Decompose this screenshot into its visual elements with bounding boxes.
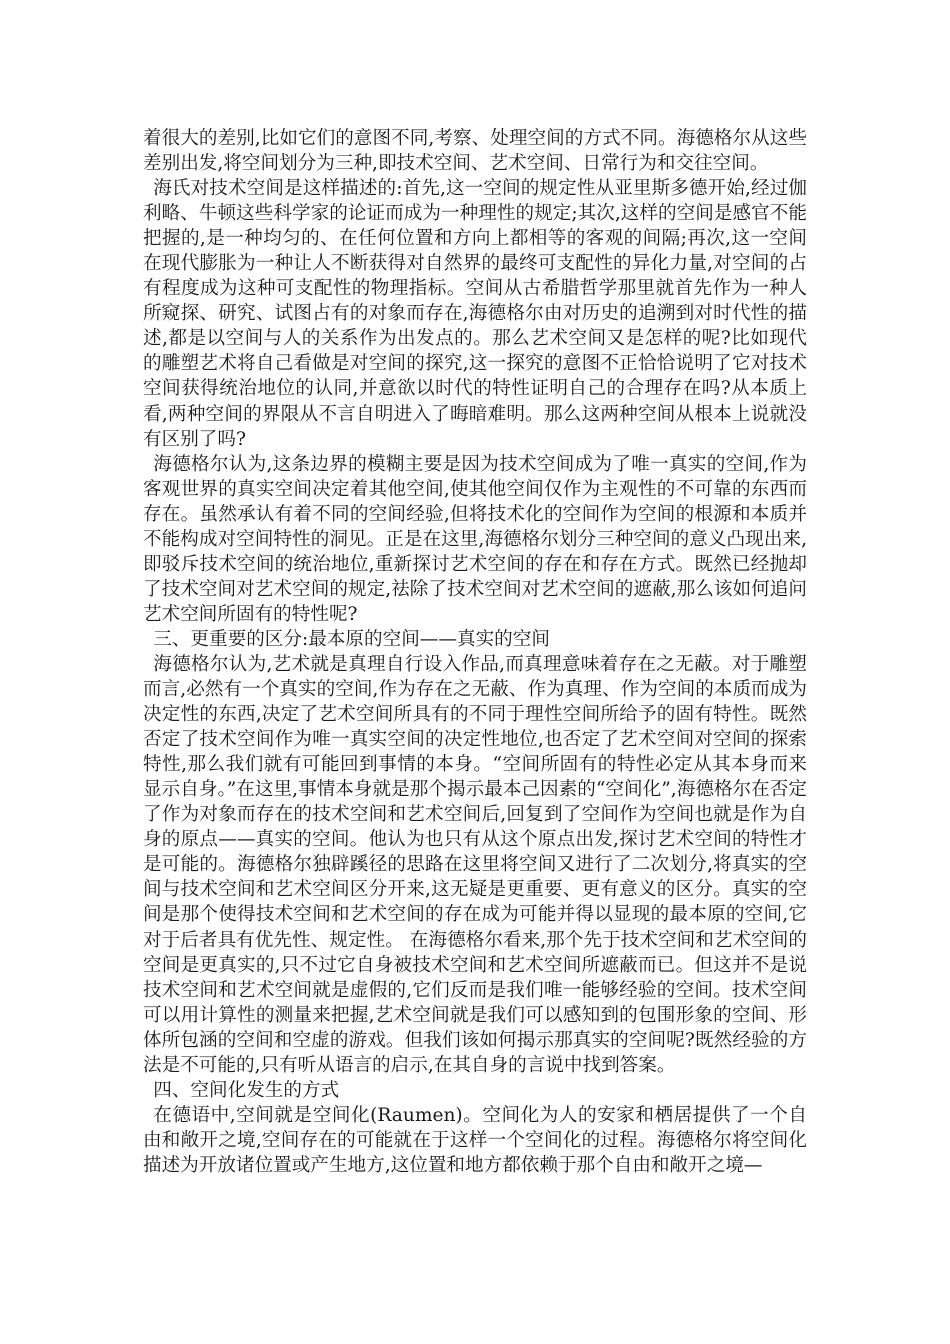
paragraph-continuation: 着很大的差别,比如它们的意图不同,考察、处理空间的方式不同。海德格尔从这些差别出发,将空间划分为三种,即技术空间、艺术空间、日常行为和交往空间。 [143,128,807,175]
paragraph-technical-space: 海氏对技术空间是这样描述的:首先,这一空间的规定性从亚里斯多德开始,经过伽利略、牛顿这些科学家的论证而成为一种理性的规定;其次,这样的空间是感官不能把握的,是一种均匀的、在任何位置和方向上都相等的客观的间隔;再次,这一空间在现代膨胀为一种让人不断获得对自然界的最终可支配性的异化力量,对空间的占有程度成为这种可支配性的物理指标。空间从古希腊哲学那里就首先作为一种人所窥探、研究、试图占有的对象而存在,海德格尔由对历史的追溯到对时代性的描述,都是以空间与人的关系作为出发点的。那么艺术空间又是怎样的呢?比如现代的雕塑艺术将自己看做是对空间的探究,这一探究的意图不正恰恰说明了它对技术空间获得统治地位的认同,并意欲以时代的特性证明自己的合理存在吗?从本质上看,两种空间的界限从不言自明进入了晦暗难明。那么这两种空间从根本上说就没有区别了吗? [143,178,807,450]
paragraph-true-space: 海德格尔认为,艺术就是真理自行设入作品,而真理意味着存在之无蔽。对于雕塑而言,必然有一个真实的空间,作为存在之无蔽、作为真理、作为空间的本质而成为决定性的东西,决定了艺术空间所具有的不同于理性空间所给予的固有特性。既然否定了技术空间作为唯一真实空间的决定性地位,也否定了艺术空间对空间的探索特性,那么我们就有可能回到事情的本身。“空间所固有的特性必定从其本身而来显示自身。”在这里,事情本身就是那个揭示最本己因素的“空间化”,海德格尔在否定了作为对象而存在的技术空间和艺术空间后,回复到了空间作为空间也就是作为自身的原点——真实的空间。他认为也只有从这个原点出发,探讨艺术空间的特性才是可能的。海德格尔独辟蹊径的思路在这里将空间又进行了二次划分,将真实的空间与技术空间和艺术空间区分开来,这无疑是更重要、更有意义的区分。真实的空间是那个使得技术空间和艺术空间的存在成为可能并得以显现的最本原的空间,它对于后者具有优先性、规定性。 在海德格尔看来,那个先于技术空间和艺术空间的空间是更真实的,只不过它自身被技术空间和艺术空间所遮蔽而已。但这并不是说技术空间和艺术空间就是虚假的,它们反而是我们唯一能够经验的空间。技术空间可以用计算性的测量来把握,艺术空间就是我们可以感知到的包围形象的空间、形体所包涵的空间和空虚的游戏。但我们该如何揭示那真实的空间呢?既然经验的方法是不可能的,只有听从语言的启示,在其自身的言说中找到答案。 [143,653,807,1076]
document-body [143,126,807,1178]
section-heading-3: 三、更重要的区分:最本原的空间——真实的空间 [153,628,550,650]
paragraph-boundary-blur: 海德格尔认为,这条边界的模糊主要是因为技术空间成为了唯一真实的空间,作为客观世界的真实空间决定着其他空间,使其他空间仅作为主观性的不可靠的东西而存在。虽然承认有着不同的空间经验,但将技术化的空间作为空间的根源和本质并不能构成对空间特性的洞见。正是在这里,海德格尔划分三种空间的意义凸现出来,即驳斥技术空间的统治地位,重新探讨艺术空间的存在和存在方式。既然已经抛却了技术空间对艺术空间的规定,祛除了技术空间对艺术空间的遮蔽,那么该如何追问艺术空间所固有的特性呢? [143,453,807,625]
section-heading-4: 四、空间化发生的方式 [153,1079,340,1101]
paragraph-spatialization: 在德语中,空间就是空间化(Raumen)。空间化为人的安家和栖居提供了一个自由和敞开之境,空间存在的可能就在于这样一个空间化的过程。海德格尔将空间化描述为开放诸位置或产生地方,这位置和地方都依赖于那个自由和敞开之境— [143,1104,807,1176]
